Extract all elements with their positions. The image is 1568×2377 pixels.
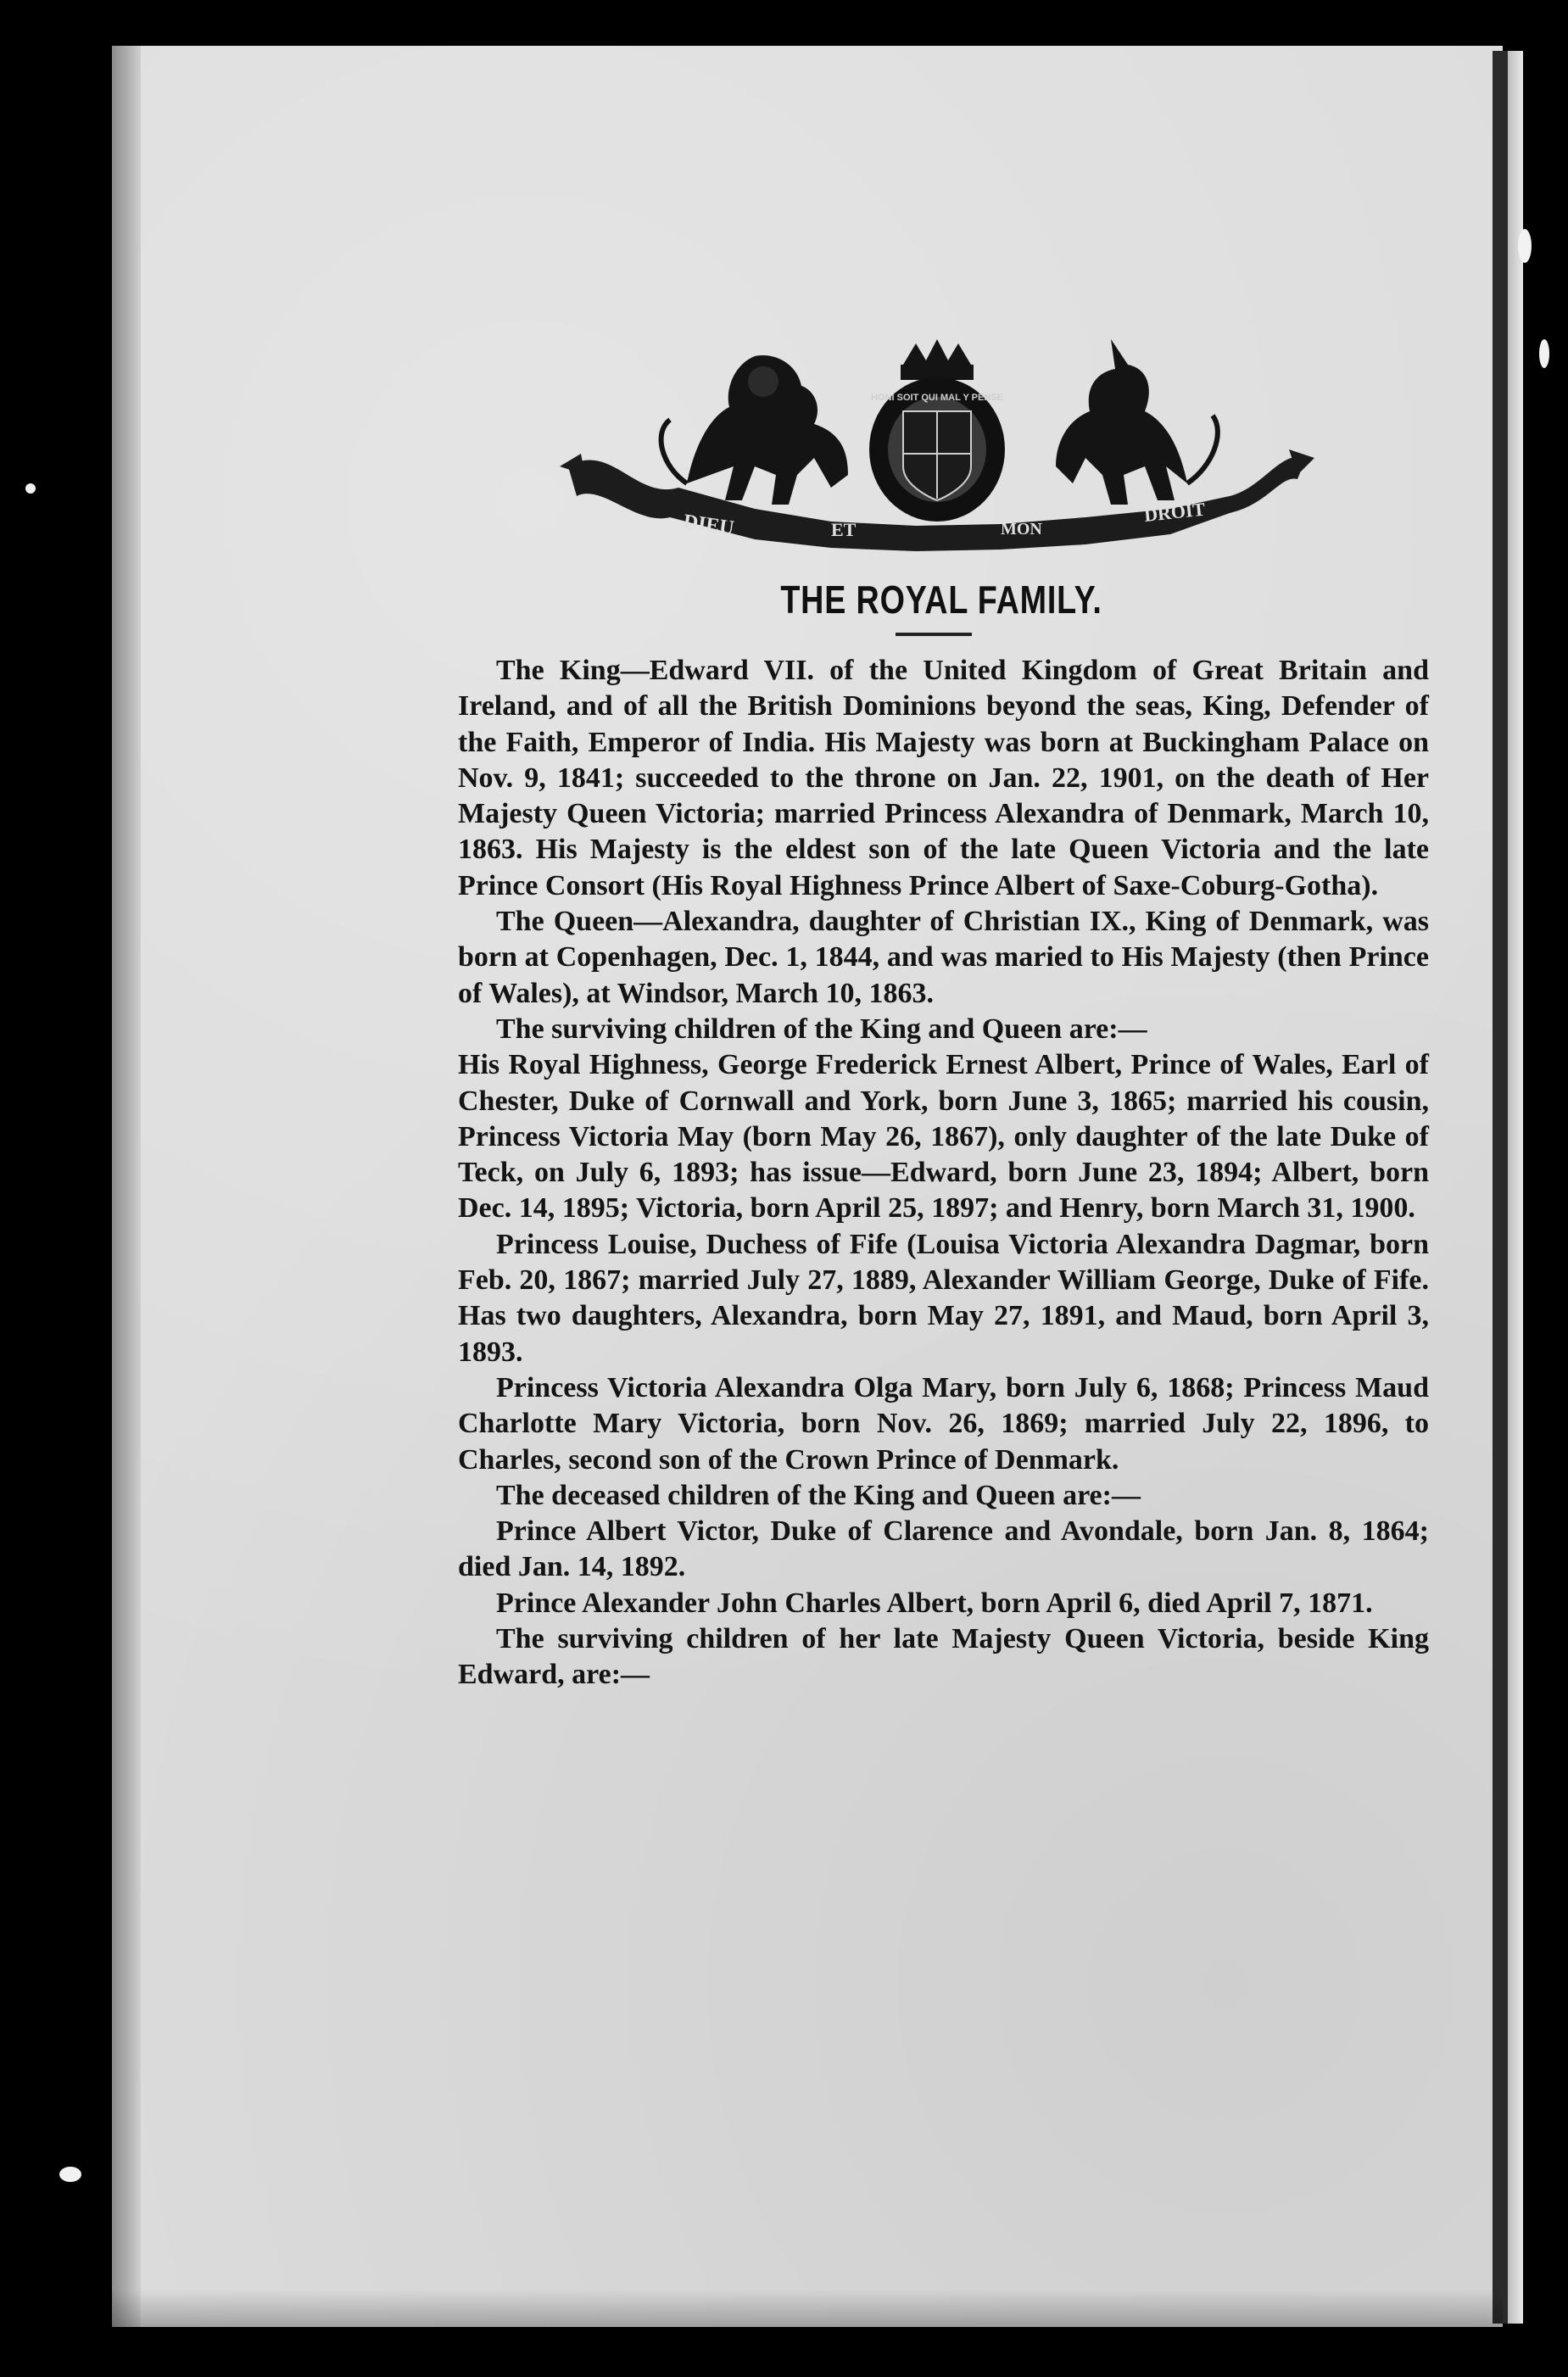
paragraph-prince-albert-victor: Prince Albert Victor, Duke of Clarence and Avondale, born Jan. 8, 1864; died Jan. 14, 1892. xyxy=(458,1515,1429,1583)
royal-coat-of-arms xyxy=(560,339,1314,551)
paragraph-princesses-victoria-maud: Princess Victoria Alexandra Olga Mary, born July 6, 1868; Princess Maud Charlotte Mary Victoria, born Nov. 26, 1869; married July 22, 1896, to Charles, second son of the Crown Prince of Denmark. xyxy=(458,1371,1429,1476)
facing-page-edge xyxy=(1508,51,1523,2324)
dust-speck xyxy=(1518,229,1532,263)
page-left-edge-shadow xyxy=(112,46,141,2327)
unicorn-supporter-icon xyxy=(1056,339,1218,505)
garter-motto: HONI SOIT QUI MAL Y PENSE xyxy=(871,393,1003,403)
motto-word: DIEU xyxy=(682,511,736,540)
article-body xyxy=(458,653,1429,1693)
paragraph-deceased-children-heading: The deceased children of the King and Queen are:— xyxy=(496,1479,1141,1511)
garter-shield-icon xyxy=(869,377,1005,522)
motto-word: DROIT xyxy=(1142,498,1207,526)
paragraph-surviving-children-heading: The surviving children of the King and Queen are:— xyxy=(496,1013,1147,1045)
motto-word: MON xyxy=(1001,520,1042,538)
dust-speck xyxy=(25,483,36,494)
dust-speck xyxy=(1539,339,1549,368)
page-bottom-shadow xyxy=(112,2290,1503,2327)
dust-speck xyxy=(59,2167,81,2182)
paragraph-prince-of-wales: His Royal Highness, George Frederick Ernest Albert, Prince of Wales, Earl of Chester, Duke of Cornwall and York, born June 3, 1865; married his cousin, Princess Victoria May (born May 26, 1867), only daughter of the late Duke of Teck, on July 6, 1893; has issue—Edward, born June 23, 1894; Albert, born Dec. 14, 1895; Victoria, born April 25, 1897; and Henry, born March 31, 1900. xyxy=(458,1049,1429,1225)
paragraph-queen-victoria-children: The surviving children of her late Majesty Queen Victoria, beside King Edward, are:— xyxy=(458,1623,1429,1691)
crown-icon xyxy=(901,339,974,380)
motto-word: ET xyxy=(831,519,857,540)
paragraph-king: The King—Edward VII. of the United Kingdom of Great Britain and Ireland, and of all the British Dominions beyond the seas, King, Defender of the Faith, Emperor of India. His Majesty was born at Buckingham Palace on Nov. 9, 1841; succeeded to the throne on Jan. 22, 1901, on the death of Her Majesty Queen Victoria; married Princess Alexandra of Denmark, March 10, 1863. His Majesty is the eldest son of the late Queen Victoria and the late Prince Consort (His Royal Highness Prince Albert of Saxe-Coburg-Gotha). xyxy=(458,655,1429,901)
paragraph-princess-louise: Princess Louise, Duchess of Fife (Louisa Victoria Alexandra Dagmar, born Feb. 20, 1867; married July 27, 1889, Alexander William George, Duke of Fife. Has two daughters, Alexandra, born May 27, 1891, and Maud, born April 3, 1893. xyxy=(458,1228,1429,1368)
page-title: THE ROYAL FAMILY. xyxy=(780,578,1102,622)
paragraph-prince-alexander: Prince Alexander John Charles Albert, born April 6, died April 7, 1871. xyxy=(496,1587,1373,1619)
lion-supporter-icon xyxy=(661,355,848,505)
book-spine-shadow xyxy=(1493,51,1508,2324)
paragraph-queen: The Queen—Alexandra, daughter of Christian IX., King of Denmark, was born at Copenhagen, Dec. 1, 1844, and was maried to His Majesty (then Prince of Wales), at Windsor, March 10, 1863. xyxy=(458,906,1429,1009)
title-divider xyxy=(896,633,972,636)
